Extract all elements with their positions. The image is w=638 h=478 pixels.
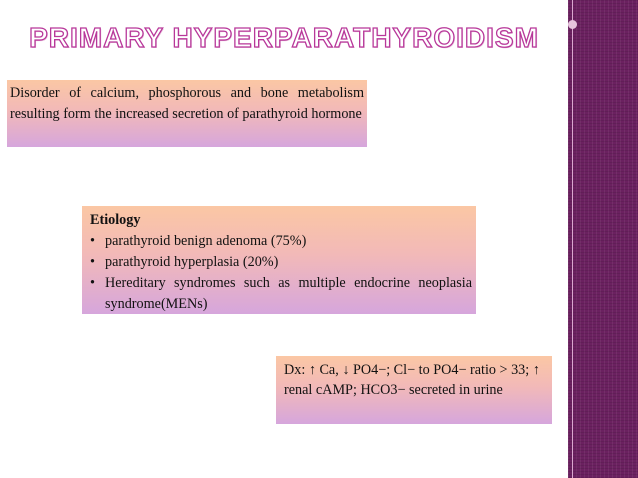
etiology-box: [82, 206, 476, 314]
decorative-sidebar: [568, 0, 638, 478]
sidebar-line: [572, 0, 573, 478]
sidebar-dot: [568, 20, 577, 29]
etiology-heading: Etiology: [90, 212, 141, 228]
definition-text: Disorder of calcium, phosphorous and bone metabolism resulting form the increased secretion of parathyroid hormone: [10, 85, 364, 122]
etiology-item: • parathyroid benign adenoma (75%): [90, 231, 472, 252]
slide-title: PRIMARY HYPERPARATHYROIDISM: [29, 22, 539, 53]
etiology-item: • Hereditary syndromes such as multiple endocrine neoplasia syndrome(MENs): [90, 273, 472, 315]
diagnosis-box: [276, 356, 552, 424]
definition-box: [7, 80, 367, 147]
diagnosis-text: Dx: ↑ Ca, ↓ PO4−; Cl− to PO4− ratio > 33; ↑ renal cAMP; HCO3− secreted in urine: [284, 362, 540, 398]
etiology-item: • parathyroid hyperplasia (20%): [90, 252, 472, 273]
